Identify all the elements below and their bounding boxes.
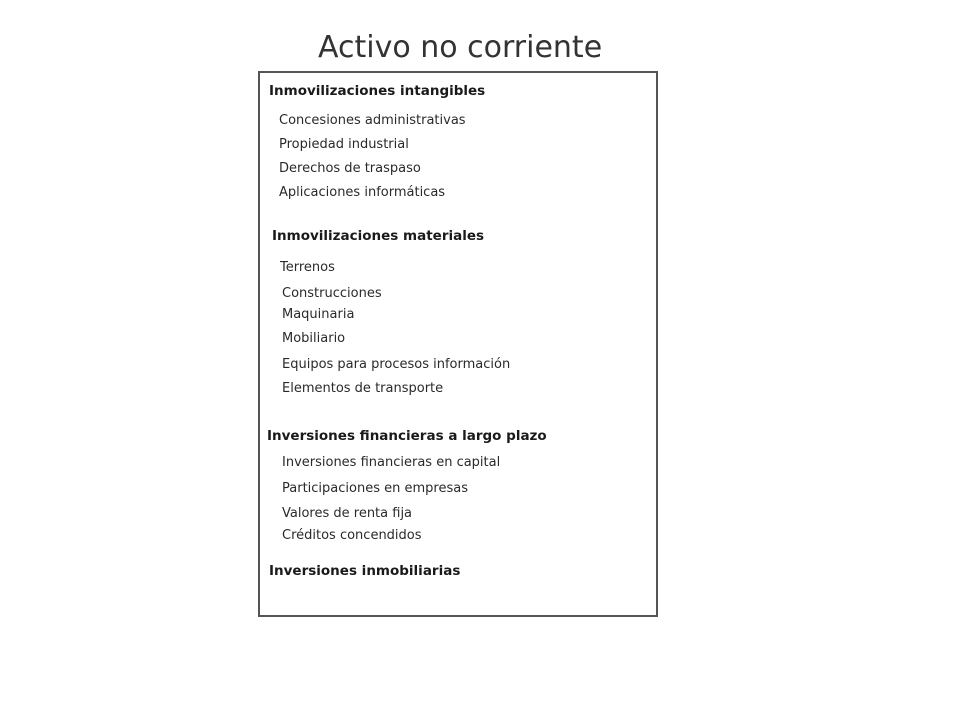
section-heading-intangibles: Inmovilizaciones intangibles (269, 83, 486, 99)
list-item: Elementos de transporte (282, 381, 444, 396)
section-heading-inversiones-financieras: Inversiones financieras a largo plazo (267, 428, 547, 444)
list-item: Equipos para procesos información (282, 357, 511, 372)
list-item: Terrenos (280, 260, 335, 275)
list-item: Créditos concendidos (282, 528, 422, 543)
section-heading-materiales: Inmovilizaciones materiales (272, 228, 485, 244)
asset-list-box (258, 71, 658, 617)
list-item: Valores de renta fija (282, 506, 413, 521)
list-item: Construcciones (282, 286, 382, 301)
list-item: Concesiones administrativas (279, 113, 466, 128)
list-item: Propiedad industrial (279, 137, 409, 152)
section-heading-inmobiliarias: Inversiones inmobiliarias (269, 563, 461, 579)
list-item: Participaciones en empresas (282, 481, 468, 496)
list-item: Aplicaciones informáticas (279, 185, 446, 200)
slide-title: Activo no corriente (318, 30, 603, 65)
list-item: Maquinaria (282, 307, 355, 322)
list-item: Inversiones financieras en capital (282, 455, 501, 470)
list-item: Derechos de traspaso (279, 161, 421, 176)
list-item: Mobiliario (282, 331, 346, 346)
